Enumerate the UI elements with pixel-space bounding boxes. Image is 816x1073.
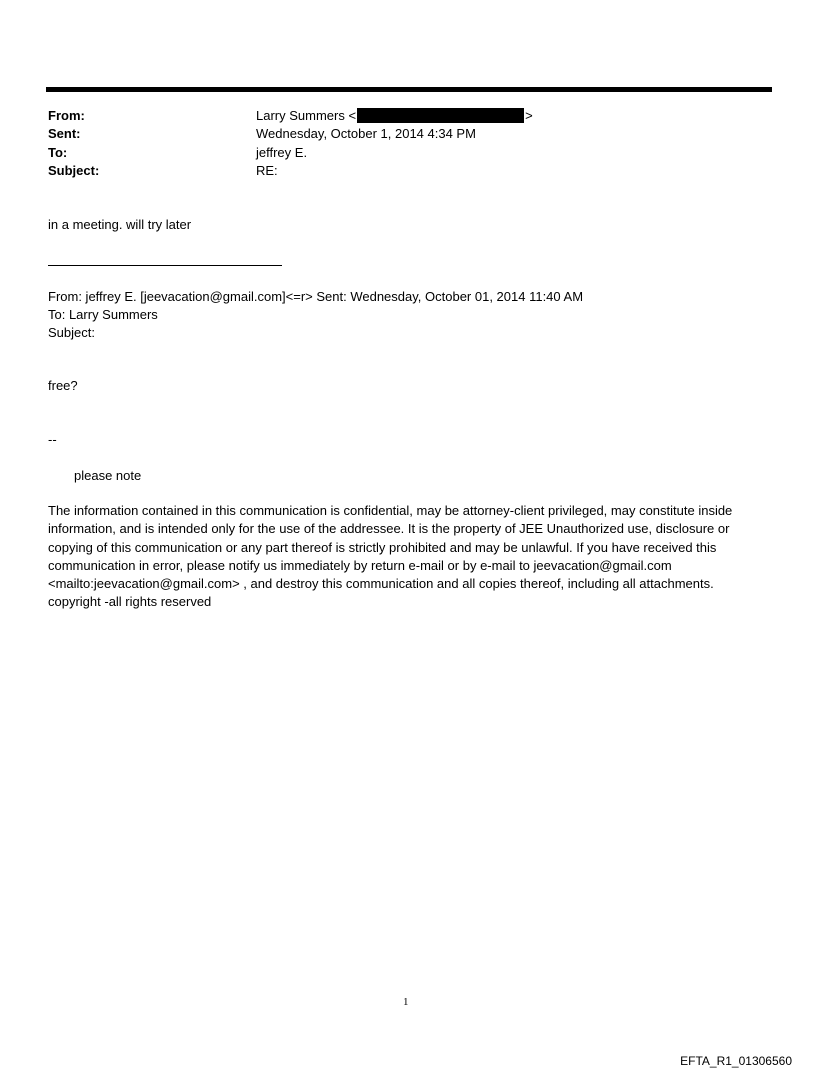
reply-text: in a meeting. will try later: [48, 217, 192, 232]
please-note: please note: [74, 468, 142, 483]
sent-value: Wednesday, October 1, 2014 4:34 PM: [256, 126, 476, 141]
header-rule: [46, 87, 772, 92]
quoted-subject-line: Subject:: [48, 325, 95, 340]
from-value: [256, 108, 533, 123]
quoted-from-line: From: jeffrey E. [jeevacation@gmail.com]<=r> Sent: Wednesday, October 01, 2014 11:40 AM: [48, 289, 584, 304]
page-number: 1: [403, 996, 409, 1008]
from-label: From:: [48, 108, 85, 123]
sent-label: Sent:: [48, 126, 81, 141]
subject-value: RE:: [256, 163, 278, 178]
quoted-message: free?: [48, 378, 78, 393]
redaction-box: [357, 108, 524, 123]
to-label: To:: [48, 145, 68, 160]
from-value-prefix: Larry Summers <: [256, 108, 357, 123]
signature-dash: --: [48, 432, 57, 447]
quoted-to-line: To: Larry Summers: [48, 307, 158, 322]
bates-number: EFTA_R1_01306560: [680, 1054, 792, 1068]
confidentiality-disclaimer: The information contained in this communication is confidential, may be attorney-client privileged, may constitute inside information, and is intended only for the use of the addressee. It is the property of JEE Unauthorized use, disclosure or copying of this communication or any part thereof is strictly prohibited and may be unlawful. If you have received this communication in error, please notify us immediately by return e-mail or by e-mail to jeevacation@gmail.com <mailto:jeevacation@gmail.com> , and destroy this communication and all copies thereof, including all attachments. copyright -all rights reserved: [48, 503, 733, 610]
to-value: jeffrey E.: [256, 145, 308, 160]
from-value-suffix: >: [525, 108, 533, 123]
subject-label: Subject:: [48, 163, 100, 178]
quote-separator: [48, 265, 282, 266]
